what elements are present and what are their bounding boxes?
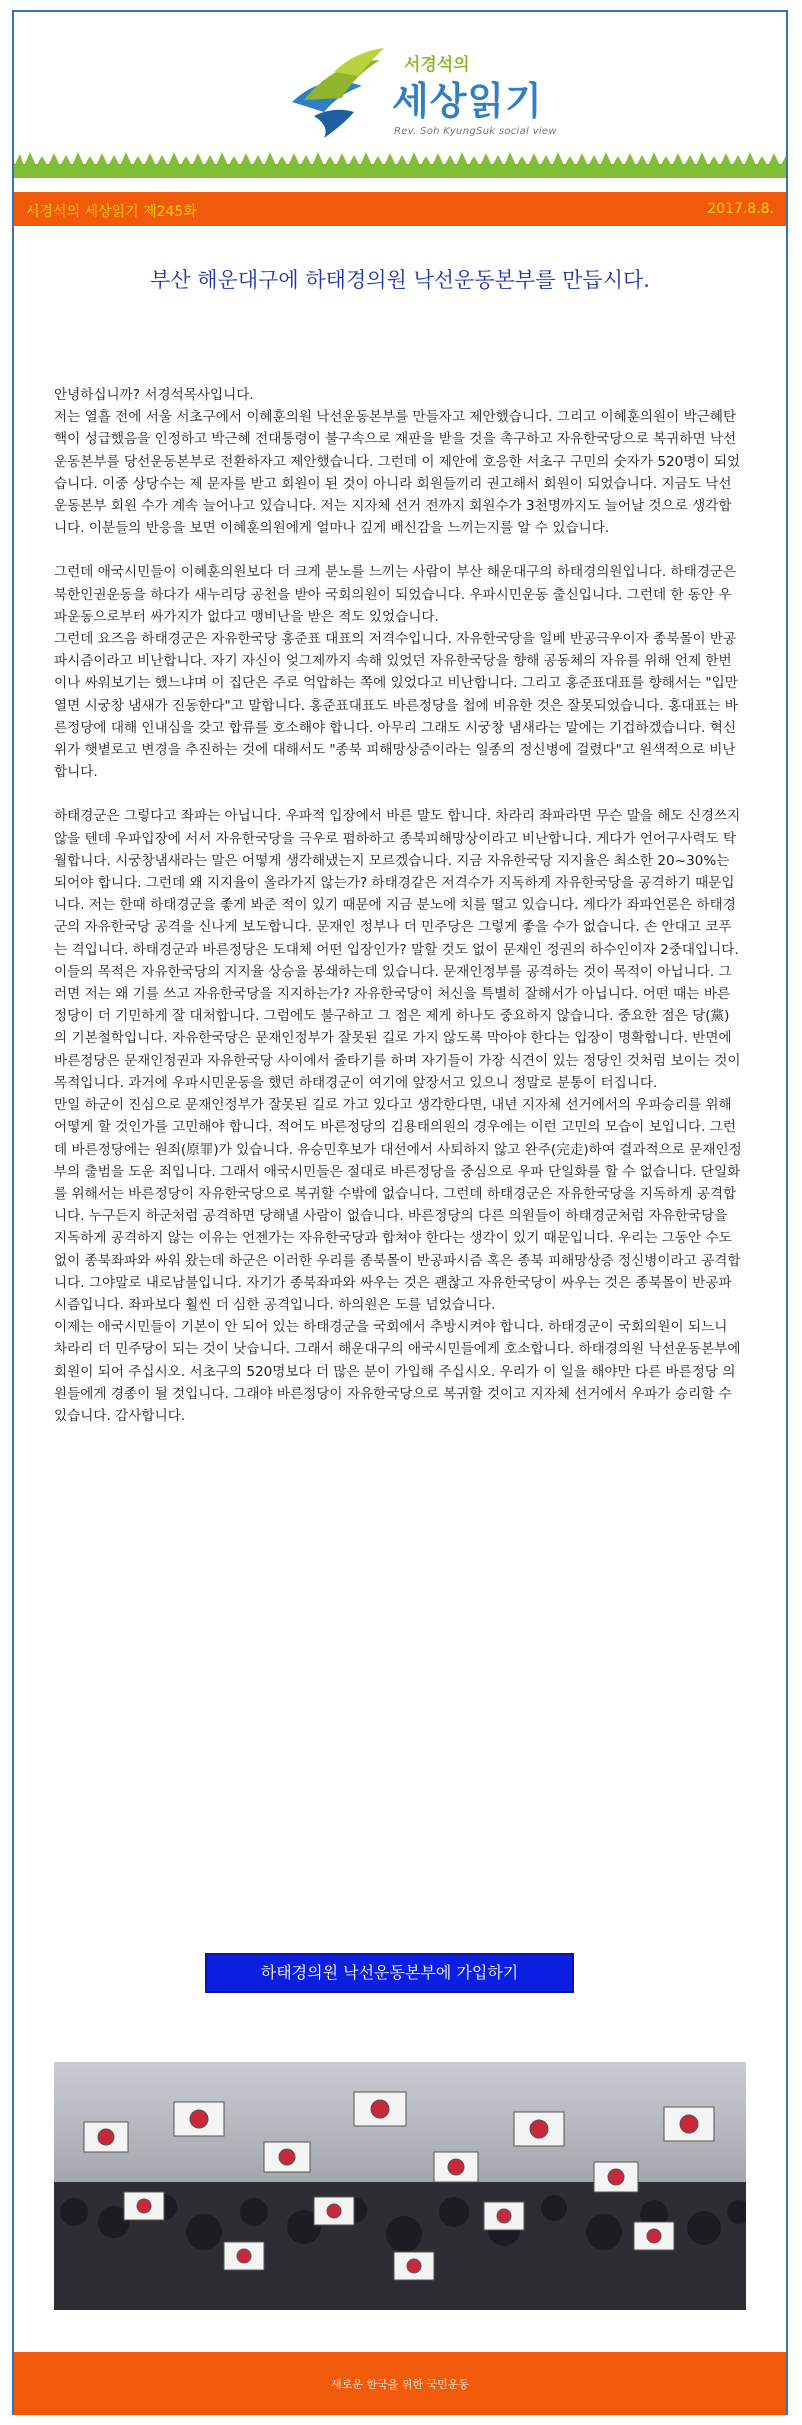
headline: 부산 해운대구에 하태경의원 낙선운동본부를 만듭시다. bbox=[150, 268, 650, 292]
rally-crowd-photo bbox=[54, 2062, 746, 2310]
logo bbox=[284, 42, 584, 152]
logo-subtitle: Rev. Soh KyungSuk social view bbox=[394, 126, 557, 137]
article-paragraph: 이제는 애국시민들이 기본이 안 되어 있는 하태경군을 국회에서 추방시켜야 합니다. 하태경군이 국회의원이 되느니 차라리 더 민주당이 되는 것이 낫습니다. 그래서 해운대구의 애국시민들에게 호소합니다. 하태경의원 낙선운동본부에 회원이 되어 주십시오. 서초구의 520명보다 더 많은 분이 가입해 주십시오. 우리가 이 일을 해야만 다른 바른정당 의원들에게 경종이 될 것입니다. 그래야 바른정당이 자유한국당으로 복귀할 것이고 지자체 선거에서 우파가 승리할 수 있습니다. 감사합니다. bbox=[54, 1319, 741, 1424]
join-campaign-button[interactable]: 하태경의원 낙선운동본부에 가입하기 bbox=[205, 1953, 574, 1993]
newsletter-frame bbox=[12, 10, 788, 2415]
bird-book-icon bbox=[284, 42, 394, 152]
logo-title: 세상읽기 bbox=[392, 79, 543, 123]
article-paragraph: 그런데 애국시민들이 이혜훈의원보다 더 크게 분노를 느끼는 사람이 부산 해운대구의 하태경의원입니다. 하태경군은 북한인권운동을 하다가 새누리당 공천을 받아 국회의원이 되었습니다. 우파시민운동 출신입니다. 그런데 한 동안 우파운동으로부터 싸가지가 없다고 맹비난을 받은 적도 있었습니다. bbox=[54, 564, 737, 625]
article-paragraph: 만일 하군이 진심으로 문재인정부가 잘못된 길로 가고 있다고 생각한다면, 내년 지자체 선거에서의 우파승리를 위해 어떻게 할 것인가를 고민해야 합니다. 적어도 바른정당의 김용태의원의 경우에는 이런 고민의 모습이 보입니다. 그런데 바른정당에는 원죄(原罪)가 있습니다. 유승민후보가 대선에서 사퇴하지 않고 완주(完走)하여 결과적으로 문재인정부의 출범을 도운 죄입니다. 그래서 애국시민들은 절대로 바른정당을 중심으로 우파 단일화를 할 수 없습니다. 단일화를 위해서는 바른정당이 자유한국당으로 복귀할 수밖에 없습니다. 그런데 하태경군은 자유한국당을 지독하게 공격합니다. 누구든지 하군처럼 공격하면 당해낼 사람이 없습니다. 바른정당의 다른 의원들이 하태경군처럼 자유한국당을 지독하게 공격하지 않는 이유는 언젠가는 자유한국당과 합쳐야 한다는 생각이 있기 때문입니다. 우리는 그동안 수도 없이 종북좌파와 싸워 왔는데 하군은 이러한 우리를 종북몰이 반공파시즘 혹은 종북 피해망상증 정신병이라고 공격합니다. 그야말로 내로남불입니다. 자기가 종북좌파와 싸우는 것은 괜찮고 자유한국당이 싸우는 것은 종북몰이 반공파시즘입니다. 좌파보다 훨씬 더 심한 공격입니다. 하의원은 도를 넘었습니다. bbox=[54, 1097, 742, 1313]
article-paragraph: 하태경군은 그렇다고 좌파는 아닙니다. 우파적 입장에서 바른 말도 합니다. 차라리 좌파라면 무슨 말을 해도 신경쓰지 않을 텐데 우파입장에 서서 자유한국당을 극우로 폄하하고 종북피해망상이라고 비난합니다. 게다가 언어구사력도 탁월합니다. 시궁창냄새라는 말은 어떻게 생각해냈는지 모르겠습니다. 지금 자유한국당 지지율은 최소한 20~30%는 되어야 합니다. 그런데 왜 지지율이 올라가지 않는가? 하태경같은 저격수가 지독하게 자유한국당을 공격하기 때문입니다. 저는 한때 하태경군을 좋게 봐준 적이 있기 때문에 지금 분노에 치를 떨고 있습니다. 게다가 좌파언론은 하태경군의 자유한국당 공격을 신나게 보도합니다. 문재인 정부나 더 민주당은 그렇게 좋을 수가 없습니다. 손 안대고 코푸는 격입니다. 하태경군과 바른정당은 도대체 어떤 입장인가? 말할 것도 없이 문재인 정권의 하수인이자 2중대입니다. 이들의 목적은 자유한국당의 지지율 상승을 봉쇄하는데 있습니다. 문재인정부를 공격하는 것이 목적이 아닙니다. 그러면 저는 왜 기를 쓰고 자유한국당을 지지하는가? 자유한국당이 처신을 특별히 잘해서가 아닙니다. 어떤 때는 바른정당이 더 기민하게 잘 대처합니다. 그럼에도 불구하고 그 점은 제게 하나도 중요하지 않습니다. 중요한 점은 당(黨)의 기본철학입니다. 자유한국당은 문재인정부가 잘못된 길로 가지 않도록 막아야 한다는 입장이 명확합니다. 반면에 바른정당은 문재인정권과 자유한국당 사이에서 줄타기를 하며 자기들이 가장 식견이 있는 정당인 것처럼 보이는 것이 목적입니다. 과거에 우파시민운동을 했던 하태경군이 여기에 앞장서고 있으니 정말로 분통이 터집니다. bbox=[54, 808, 741, 1091]
issue-bar bbox=[14, 192, 786, 226]
article-spacer bbox=[54, 783, 742, 805]
article-spacer bbox=[54, 539, 742, 561]
article-paragraph: 안녕하십니까? 서경석목사입니다. bbox=[54, 387, 254, 403]
article-paragraph: 저는 열흘 전에 서울 서초구에서 이혜훈의원 낙선운동본부를 만들자고 제안했습니다. 그리고 이혜훈의원이 박근혜탄핵이 성급했음을 인정하고 박근혜 전대통령이 불구속으로 재판을 받을 것을 촉구하고 자유한국당으로 복귀하면 낙선운동본부를 당선운동본부로 전환하자고 제안했습니다. 그런데 이 제안에 호응한 서초구 구민의 숫자가 520명이 되었습니다. 이중 상당수는 제 문자를 받고 회원이 된 것이 아니라 회원들끼리 권고해서 회원이 되었습니다. 지금도 낙선운동본부 회원 수가 계속 늘어나고 있습니다. 저는 지자체 선거 전까지 회원수가 3천명까지도 늘어날 것으로 생각합니다. 이분들의 반응을 보면 이혜훈의원에게 얼마나 깊게 배신감을 느끼는지를 알 수 있습니다. bbox=[54, 409, 741, 537]
newsletter-footer bbox=[14, 2352, 786, 2415]
newsletter-header bbox=[14, 12, 786, 192]
article-paragraph: 그런데 요즈음 하태경군은 자유한국당 홍준표 대표의 저격수입니다. 자유한국당을 일베 반공극우이자 종북몰이 반공 파시즘이라고 비난합니다. 자기 자신이 엊그제까지 속해 있었던 자유한국당을 향해 공동체의 자유를 위해 언제 한번이나 싸워보기는 했느냐며 이 집단은 주로 억압하는 쪽에 있었다고 비난합니다. 그리고 홍준표대표를 향해서는 "입만 열면 시궁창 냄새가 진동한다"고 말합니다. 홍준표대표도 바른정당을 첩에 비유한 것은 잘못되었습니다. 홍대표는 바른정당에 대해 인내심을 갖고 합류를 호소해야 합니다. 아무리 그래도 시궁창 냄새라는 말에는 기겁하겠습니다. 혁신위가 햇볕로고 변경을 추진하는 것에 대해서도 "종북 피해망상증이라는 일종의 정신병에 걸렸다"고 원색적으로 비난합니다. bbox=[54, 631, 738, 781]
logo-small-text: 서경석의 bbox=[404, 55, 470, 75]
grass-decoration bbox=[14, 150, 786, 178]
article-body bbox=[54, 384, 742, 1427]
issue-date: 2017.8.8. bbox=[707, 201, 774, 217]
issue-number: 서경석의 세상읽기 제245화 bbox=[26, 204, 197, 220]
footer-organization: 새로운 한국을 위한 국민운동 bbox=[330, 2378, 469, 2391]
